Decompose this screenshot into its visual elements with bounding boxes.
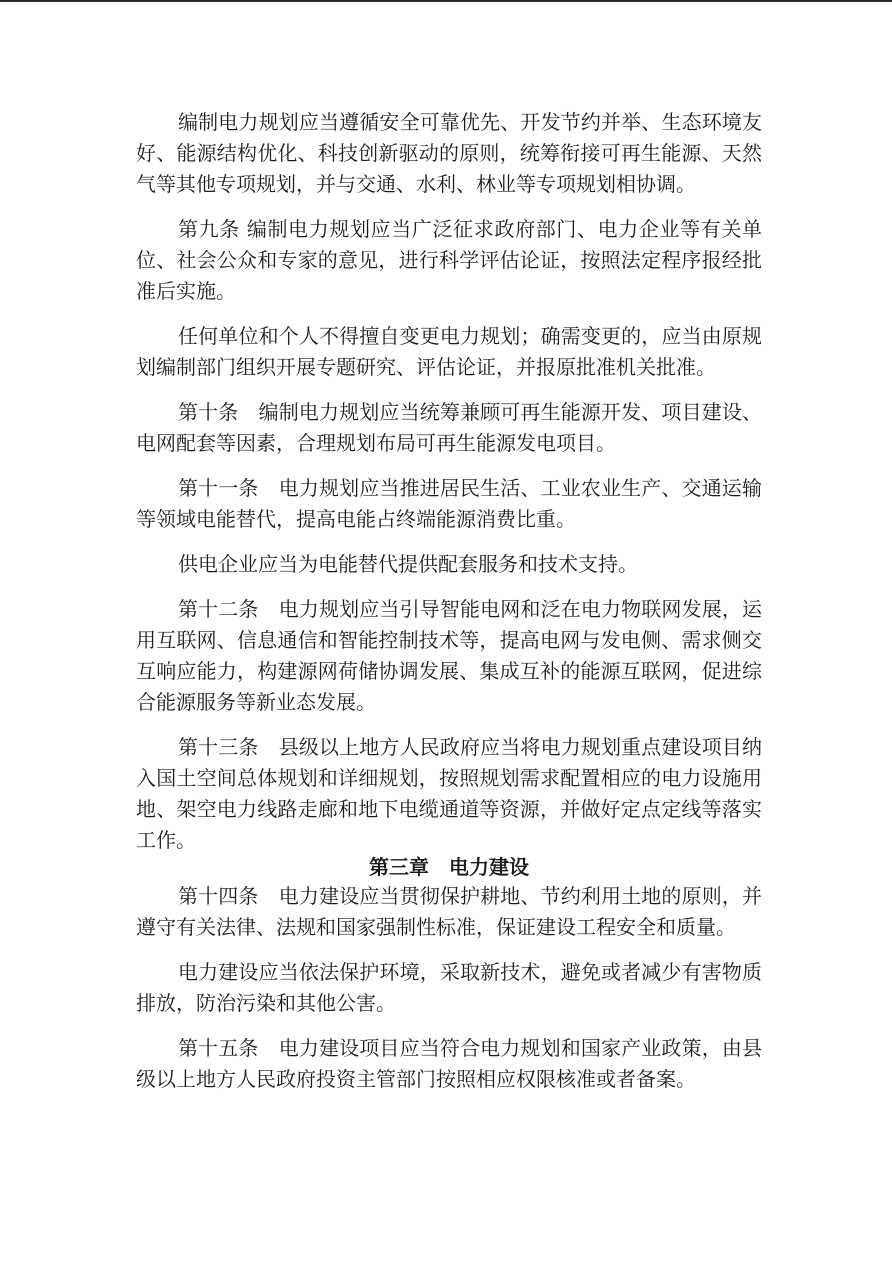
article-9: 第九条 编制电力规划应当广泛征求政府部门、电力企业等有关单位、社会公众和专家的意见，进行科学评估论证，按照法定程序报经批准后实施。 <box>136 217 762 303</box>
paragraph-plan-change: 任何单位和个人不得擅自变更电力规划；确需变更的，应当由原规划编制部门组织开展专题研究、评估论证，并报原批准机关批准。 <box>136 324 762 379</box>
article-14: 第十四条 电力建设应当贯彻保护耕地、节约利用土地的原则，并遵守有关法律、法规和国家强制性标准，保证建设工程安全和质量。 <box>136 884 762 939</box>
article-10: 第十条 编制电力规划应当统筹兼顾可再生能源开发、项目建设、电网配套等因素，合理规划布局可再生能源发电项目。 <box>136 400 762 455</box>
paragraph-power-supply-support: 供电企业应当为电能替代提供配套服务和技术支持。 <box>178 552 638 576</box>
page-top-border <box>0 0 892 2</box>
paragraph-planning-principles: 编制电力规划应当遵循安全可靠优先、开发节约并举、生态环境友好、能源结构优化、科技创新驱动的原则，统筹衔接可再生能源、天然气等其他专项规划，并与交通、水利、林业等专项规划相协调。 <box>136 110 762 196</box>
article-15: 第十五条 电力建设项目应当符合电力规划和国家产业政策，由县级以上地方人民政府投资主管部门按照相应权限核准或者备案。 <box>136 1036 762 1091</box>
document-body <box>136 107 762 1109</box>
chapter-heading: 第三章 电力建设 <box>369 855 529 879</box>
article-12: 第十二条 电力规划应当引导智能电网和泛在电力物联网发展，运用互联网、信息通信和智能控制技术等，提高电网与发电侧、需求侧交互响应能力，构建源网荷储协调发展、集成互补的能源互联网，促进综合能源服务等新业态发展。 <box>136 597 762 714</box>
article-11: 第十一条 电力规划应当推进居民生活、工业农业生产、交通运输等领域电能替代，提高电能占终端能源消费比重。 <box>136 476 762 531</box>
article-13: 第十三条 县级以上地方人民政府应当将电力规划重点建设项目纳入国土空间总体规划和详细规划，按照规划需求配置相应的电力设施用地、架空电力线路走廊和地下电缆通道等资源，并做好定点定线等落实工作。 <box>136 735 762 852</box>
paragraph-environment-protection: 电力建设应当依法保护环境，采取新技术，避免或者减少有害物质排放，防治污染和其他公害。 <box>136 960 762 1015</box>
